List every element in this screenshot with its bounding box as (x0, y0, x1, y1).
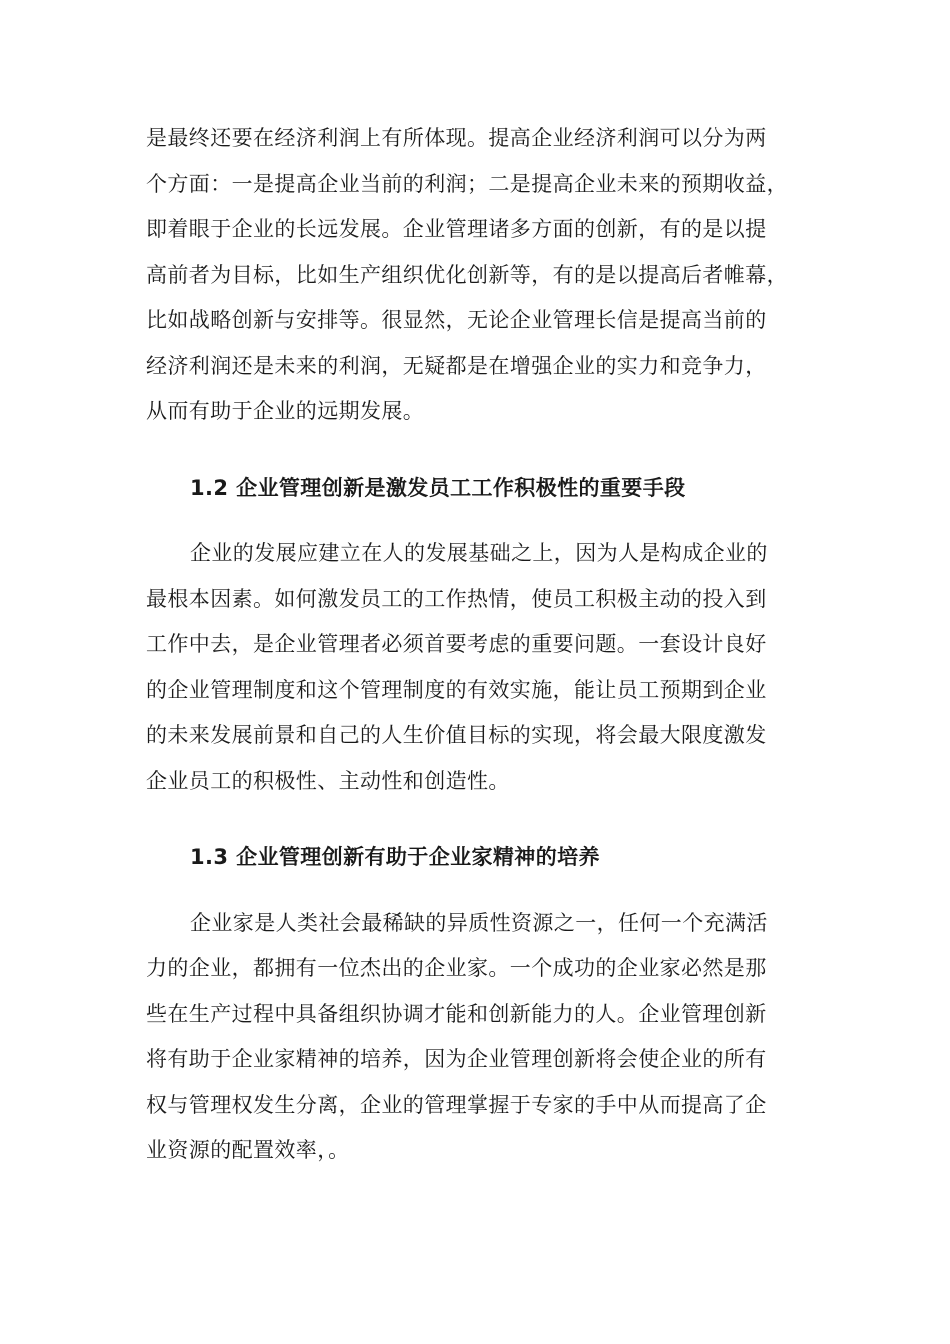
text-line: 权与管理权发生分离，企业的管理掌握于专家的手中从而提高了企 (146, 1092, 767, 1117)
text-line: 是最终还要在经济利润上有所体现。提高企业经济利润可以分为两 (146, 126, 767, 150)
paragraph-employee-motivation (146, 531, 806, 804)
section-heading-1-3: 1.3 企业管理创新有助于企业家精神的培养 (190, 845, 600, 869)
text-line: 个方面：一是提高企业当前的利润；二是提高企业未来的预期收益， (146, 171, 788, 196)
text-line: 高前者为目标，比如生产组织优化创新等，有的是以提高后者帷幕， (146, 262, 788, 287)
text-line: 企业家是人类社会最稀缺的异质性资源之一，任何一个充满活 (190, 910, 768, 935)
text-line: 企业员工的积极性、主动性和创造性。 (146, 768, 510, 793)
text-line: 从而有助于企业的远期发展。 (146, 399, 425, 423)
paragraph-profit (146, 116, 806, 435)
text-line: 力的企业，都拥有一位杰出的企业家。一个成功的企业家必然是那 (146, 956, 767, 980)
text-line: 即着眼于企业的长远发展。企业管理诸多方面的创新，有的是以提 (146, 217, 767, 241)
text-line: 经济利润还是未来的利润，无疑都是在增强企业的实力和竞争力， (146, 353, 767, 378)
text-line: 企业的发展应建立在人的发展基础之上，因为人是构成企业的 (190, 541, 768, 565)
text-line: 的未来发展前景和自己的人生价值目标的实现，将会最大限度激发 (146, 723, 767, 747)
text-line: 比如战略创新与安排等。很显然，无论企业管理长信是提高当前的 (146, 308, 767, 332)
document-page (146, 116, 806, 1174)
text-line: 些在生产过程中具备组织协调才能和创新能力的人。企业管理创新 (146, 1001, 767, 1026)
text-line: 的企业管理制度和这个管理制度的有效实施，能让员工预期到企业 (146, 677, 767, 702)
text-line: 最根本因素。如何激发员工的工作热情，使员工积极主动的投入到 (146, 586, 767, 611)
text-line: 工作中去，是企业管理者必须首要考虑的重要问题。一套设计良好 (146, 632, 767, 656)
text-line: 将有助于企业家精神的培养，因为企业管理创新将会使企业的所有 (146, 1047, 767, 1071)
text-line: 业资源的配置效率，。 (146, 1138, 350, 1162)
section-heading-1-2: 1.2 企业管理创新是激发员工工作积极性的重要手段 (190, 475, 686, 500)
paragraph-entrepreneurship (146, 901, 806, 1174)
